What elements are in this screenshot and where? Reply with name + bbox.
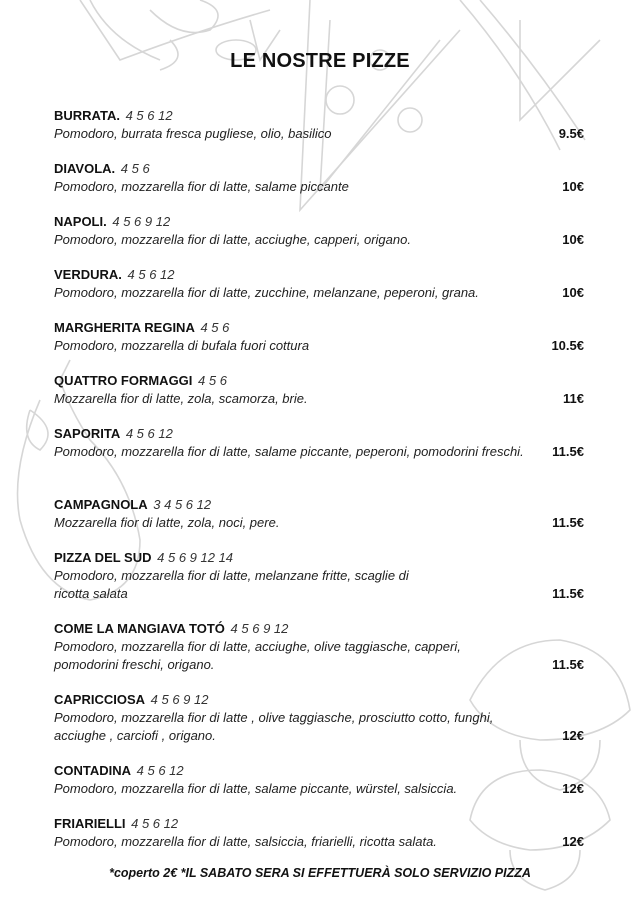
item-price: 11.5€ [552, 444, 584, 459]
item-allergens: 4 5 6 9 12 [112, 214, 171, 229]
item-price: 10€ [562, 285, 584, 300]
item-description: Mozzarella fior di latte, zola, scamorza, brie. [54, 391, 308, 406]
item-price: 9.5€ [558, 126, 584, 141]
menu-item [54, 372, 586, 408]
item-price: 10€ [562, 179, 584, 194]
menu-item [54, 319, 586, 355]
item-name: VERDURA. [54, 267, 122, 282]
item-name: CAPRICCIOSA [54, 692, 146, 707]
item-allergens: 4 5 6 [198, 373, 227, 388]
item-description: Pomodoro, mozzarella fior di latte, acciughe, capperi, origano. [54, 232, 411, 247]
item-price: 10.5€ [551, 338, 584, 353]
item-description: Mozzarella fior di latte, zola, noci, pere. [54, 515, 280, 530]
item-name: COME LA MANGIAVA TOTÓ [54, 621, 225, 636]
item-allergens: 4 5 6 9 12 [230, 621, 289, 636]
menu-item [54, 160, 586, 196]
item-name: QUATTRO FORMAGGI [54, 373, 193, 388]
menu-item [54, 213, 586, 249]
menu-item [54, 691, 586, 745]
item-allergens: 4 5 6 12 [136, 763, 184, 778]
item-name: MARGHERITA REGINA [54, 320, 195, 335]
item-name: BURRATA. [54, 108, 120, 123]
item-price: 11.5€ [552, 586, 584, 601]
menu-item [54, 425, 586, 461]
item-description: Pomodoro, mozzarella fior di latte , olive taggiasche, prosciutto cotto, funghi, acciughe , carciofi , origano. [54, 710, 494, 743]
menu-item [54, 815, 586, 851]
cover-charge-note: *coperto 2€ *IL SABATO SERA SI EFFETTUERÀ SOLO SERVIZIO PIZZA [109, 866, 531, 880]
item-description: Pomodoro, mozzarella fior di latte, zucchine, melanzane, peperoni, grana. [54, 285, 479, 300]
item-allergens: 3 4 5 6 12 [153, 497, 212, 512]
item-price: 12€ [562, 781, 584, 796]
item-allergens: 4 5 6 12 [125, 426, 173, 441]
item-description: Pomodoro, mozzarella fior di latte, salsiccia, friarielli, ricotta salata. [54, 834, 437, 849]
item-description: Pomodoro, mozzarella fior di latte, salame piccante, würstel, salsiccia. [54, 781, 458, 796]
item-name: FRIARIELLI [54, 816, 126, 831]
item-name: DIAVOLA. [54, 161, 116, 176]
item-description: Pomodoro, mozzarella fior di latte, acciughe, olive taggiasche, capperi, pomodorini freschi, origano. [54, 639, 461, 672]
item-allergens: 4 5 6 12 [125, 108, 173, 123]
item-allergens: 4 5 6 12 [127, 267, 175, 282]
menu-item [54, 266, 586, 302]
item-description: Pomodoro, mozzarella fior di latte, melanzane fritte, scaglie di ricotta salata [54, 568, 409, 601]
page-title: LE NOSTRE PIZZE [230, 50, 410, 72]
item-price: 10€ [562, 232, 584, 247]
item-allergens: 4 5 6 [120, 161, 150, 176]
item-allergens: 4 5 6 9 12 [150, 692, 209, 707]
item-description: Pomodoro, mozzarella di bufala fuori cottura [54, 338, 310, 353]
item-allergens: 4 5 6 12 [131, 816, 179, 831]
item-name: SAPORITA [54, 426, 121, 441]
item-description: Pomodoro, burrata fresca pugliese, olio, basilico [54, 126, 332, 141]
menu-item [54, 107, 586, 143]
menu-item [54, 549, 586, 603]
item-name: PIZZA DEL SUD [54, 550, 152, 565]
item-price: 11.5€ [552, 515, 584, 530]
item-allergens: 4 5 6 [200, 320, 230, 335]
item-price: 12€ [562, 834, 584, 849]
item-description: Pomodoro, mozzarella fior di latte, salame piccante [54, 179, 349, 194]
item-name: CONTADINA [54, 763, 132, 778]
item-price: 11€ [563, 391, 584, 406]
item-description: Pomodoro, mozzarella fior di latte, salame piccante, peperoni, pomodorini freschi. [54, 444, 524, 459]
item-name: NAPOLI. [54, 214, 107, 229]
menu-item [54, 496, 586, 532]
item-price: 12€ [562, 728, 584, 743]
menu-item [54, 620, 586, 674]
item-price: 11.5€ [552, 657, 584, 672]
menu-item [54, 762, 586, 798]
item-name: CAMPAGNOLA [54, 497, 148, 512]
item-allergens: 4 5 6 9 12 14 [157, 550, 234, 565]
